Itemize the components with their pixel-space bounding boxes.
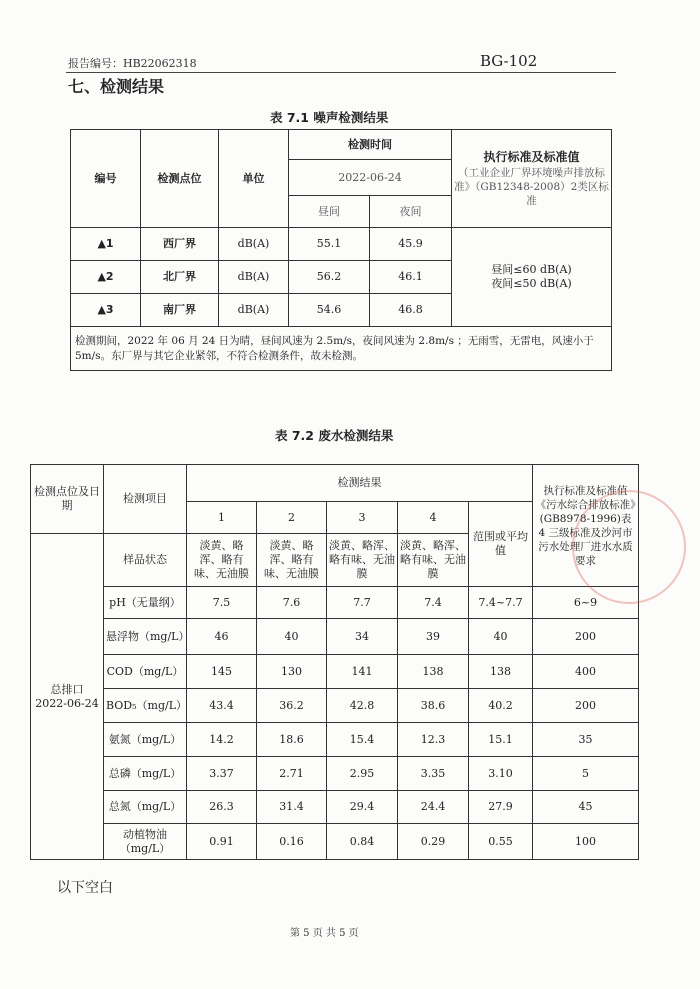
noise-header-time: 检测时间 <box>289 130 452 160</box>
water-header-n3: 3 <box>327 502 398 534</box>
water-item: 总磷（mg/L） <box>104 757 187 791</box>
water-value-3: 34 <box>327 619 398 655</box>
noise-row-id: ▲3 <box>71 294 141 327</box>
noise-header-id: 编号 <box>71 130 141 228</box>
water-value-3: 42.8 <box>327 689 398 723</box>
noise-header-unit: 单位 <box>219 130 289 228</box>
noise-standard-desc: （工业企业厂界环境噪声排放标准》（GB12348-2008）2类区标准 <box>454 166 609 207</box>
noise-header-point: 检测点位 <box>141 130 219 228</box>
water-value-3: 29.4 <box>327 791 398 824</box>
water-value-2: 36.2 <box>257 689 327 723</box>
noise-row-unit: dB(A) <box>219 261 289 294</box>
water-value-3: 15.4 <box>327 723 398 757</box>
noise-header-day: 昼间 <box>289 196 370 228</box>
water-item: 总氮（mg/L） <box>104 791 187 824</box>
water-range: 15.1 <box>469 723 533 757</box>
noise-header-night: 夜间 <box>370 196 452 228</box>
water-item: 样品状态 <box>104 534 187 587</box>
water-item: COD（mg/L） <box>104 655 187 689</box>
water-header-item: 检测项目 <box>104 465 187 534</box>
water-value-1: 43.4 <box>187 689 257 723</box>
water-value-3: 141 <box>327 655 398 689</box>
water-location-name: 总排口 <box>50 682 84 696</box>
water-value-2: 40 <box>257 619 327 655</box>
water-standard: 6~9 <box>533 587 639 619</box>
water-value-3: 7.7 <box>327 587 398 619</box>
noise-row-day: 56.2 <box>289 261 370 294</box>
noise-header-date: 2022-06-24 <box>289 160 452 196</box>
water-value-2: 130 <box>257 655 327 689</box>
water-value-4: 0.29 <box>398 824 469 860</box>
water-range: 7.4~7.7 <box>469 587 533 619</box>
noise-row-night: 46.1 <box>370 261 452 294</box>
water-standard: 45 <box>533 791 639 824</box>
noise-table-caption: 表 7.1 噪声检测结果 <box>270 110 389 125</box>
water-item: 悬浮物（mg/L） <box>104 619 187 655</box>
water-value-2: 0.16 <box>257 824 327 860</box>
water-location-date: 2022-06-24 <box>35 696 99 710</box>
water-value-4: 38.6 <box>398 689 469 723</box>
water-item: pH（无量纲） <box>104 587 187 619</box>
noise-row-night: 45.9 <box>370 228 452 261</box>
water-header-n4: 4 <box>398 502 469 534</box>
header-divider <box>66 72 616 73</box>
noise-row-id: ▲2 <box>71 261 141 294</box>
water-range: 27.9 <box>469 791 533 824</box>
water-value-1: 7.5 <box>187 587 257 619</box>
water-table-caption: 表 7.2 废水检测结果 <box>275 428 394 443</box>
water-value-3: 淡黄、略浑、略有味、无油膜 <box>327 534 398 587</box>
water-value-1: 3.37 <box>187 757 257 791</box>
noise-header-standard <box>452 130 612 228</box>
water-value-1: 0.91 <box>187 824 257 860</box>
water-range: 40 <box>469 619 533 655</box>
water-item: 动植物油（mg/L） <box>104 824 187 860</box>
noise-standard-title: 执行标准及标准值 <box>483 149 580 164</box>
water-value-2: 31.4 <box>257 791 327 824</box>
water-value-1: 46 <box>187 619 257 655</box>
water-location <box>31 534 104 860</box>
water-header-standard: 执行标准及标准值《污水综合排放标准》(GB8978-1996)表 4 三级标准及沙河市污水处理厂进水水质要求 <box>533 465 639 587</box>
noise-row-point: 西厂界 <box>141 228 219 261</box>
water-value-1: 14.2 <box>187 723 257 757</box>
water-value-4: 3.35 <box>398 757 469 791</box>
water-range: 0.55 <box>469 824 533 860</box>
water-standard: 200 <box>533 619 639 655</box>
water-item: BOD₅（mg/L） <box>104 689 187 723</box>
water-value-2: 18.6 <box>257 723 327 757</box>
noise-row-day: 54.6 <box>289 294 370 327</box>
water-value-3: 2.95 <box>327 757 398 791</box>
water-value-2: 7.6 <box>257 587 327 619</box>
water-value-4: 淡黄、略浑、略有味、无油膜 <box>398 534 469 587</box>
water-standard: 35 <box>533 723 639 757</box>
end-of-report-note: 以下空白 <box>57 880 113 896</box>
water-standard: 400 <box>533 655 639 689</box>
water-range: 40.2 <box>469 689 533 723</box>
water-header-range: 范围或平均值 <box>469 502 533 587</box>
noise-row-point: 北厂界 <box>141 261 219 294</box>
water-header-n1: 1 <box>187 502 257 534</box>
noise-table-note: 检测期间，2022 年 06 月 24 日为晴，昼间风速为 2.5m/s，夜间风速为 2.8m/s ；无雨雪，无雷电，风速小于 5m/s。东厂界与其它企业紧邻，不符合检测条件，故未检测。 <box>71 327 612 371</box>
water-range: 138 <box>469 655 533 689</box>
noise-row-unit: dB(A) <box>219 294 289 327</box>
noise-limit-day: 昼间≤60 dB(A) <box>491 263 572 276</box>
water-value-4: 138 <box>398 655 469 689</box>
water-value-1: 145 <box>187 655 257 689</box>
water-value-4: 24.4 <box>398 791 469 824</box>
water-table <box>30 464 639 860</box>
water-header-point-date: 检测点位及日期 <box>31 465 104 534</box>
noise-limits <box>452 228 612 327</box>
noise-limit-night: 夜间≤50 dB(A) <box>491 277 572 290</box>
noise-row-point: 南厂界 <box>141 294 219 327</box>
water-value-2: 淡黄、略浑、略有味、无油膜 <box>257 534 327 587</box>
water-value-3: 0.84 <box>327 824 398 860</box>
water-standard: 5 <box>533 757 639 791</box>
water-value-1: 淡黄、略浑、略有味、无油膜 <box>187 534 257 587</box>
water-header-n2: 2 <box>257 502 327 534</box>
section-title: 七、检测结果 <box>68 77 165 96</box>
noise-row-id: ▲1 <box>71 228 141 261</box>
water-header-results: 检测结果 <box>187 465 533 502</box>
water-range: 3.10 <box>469 757 533 791</box>
page-footer: 第 5 页 共 5 页 <box>290 928 359 939</box>
document-code: BG-102 <box>480 52 538 70</box>
water-standard: 200 <box>533 689 639 723</box>
water-standard: 100 <box>533 824 639 860</box>
water-item: 氨氮（mg/L） <box>104 723 187 757</box>
noise-table <box>70 129 612 371</box>
water-value-4: 7.4 <box>398 587 469 619</box>
noise-row-night: 46.8 <box>370 294 452 327</box>
water-value-1: 26.3 <box>187 791 257 824</box>
water-value-2: 2.71 <box>257 757 327 791</box>
water-value-4: 12.3 <box>398 723 469 757</box>
seal-stamp <box>572 490 686 604</box>
water-value-4: 39 <box>398 619 469 655</box>
noise-row-day: 55.1 <box>289 228 370 261</box>
report-number: 报告编号：HB22062318 <box>68 57 197 70</box>
noise-row-unit: dB(A) <box>219 228 289 261</box>
